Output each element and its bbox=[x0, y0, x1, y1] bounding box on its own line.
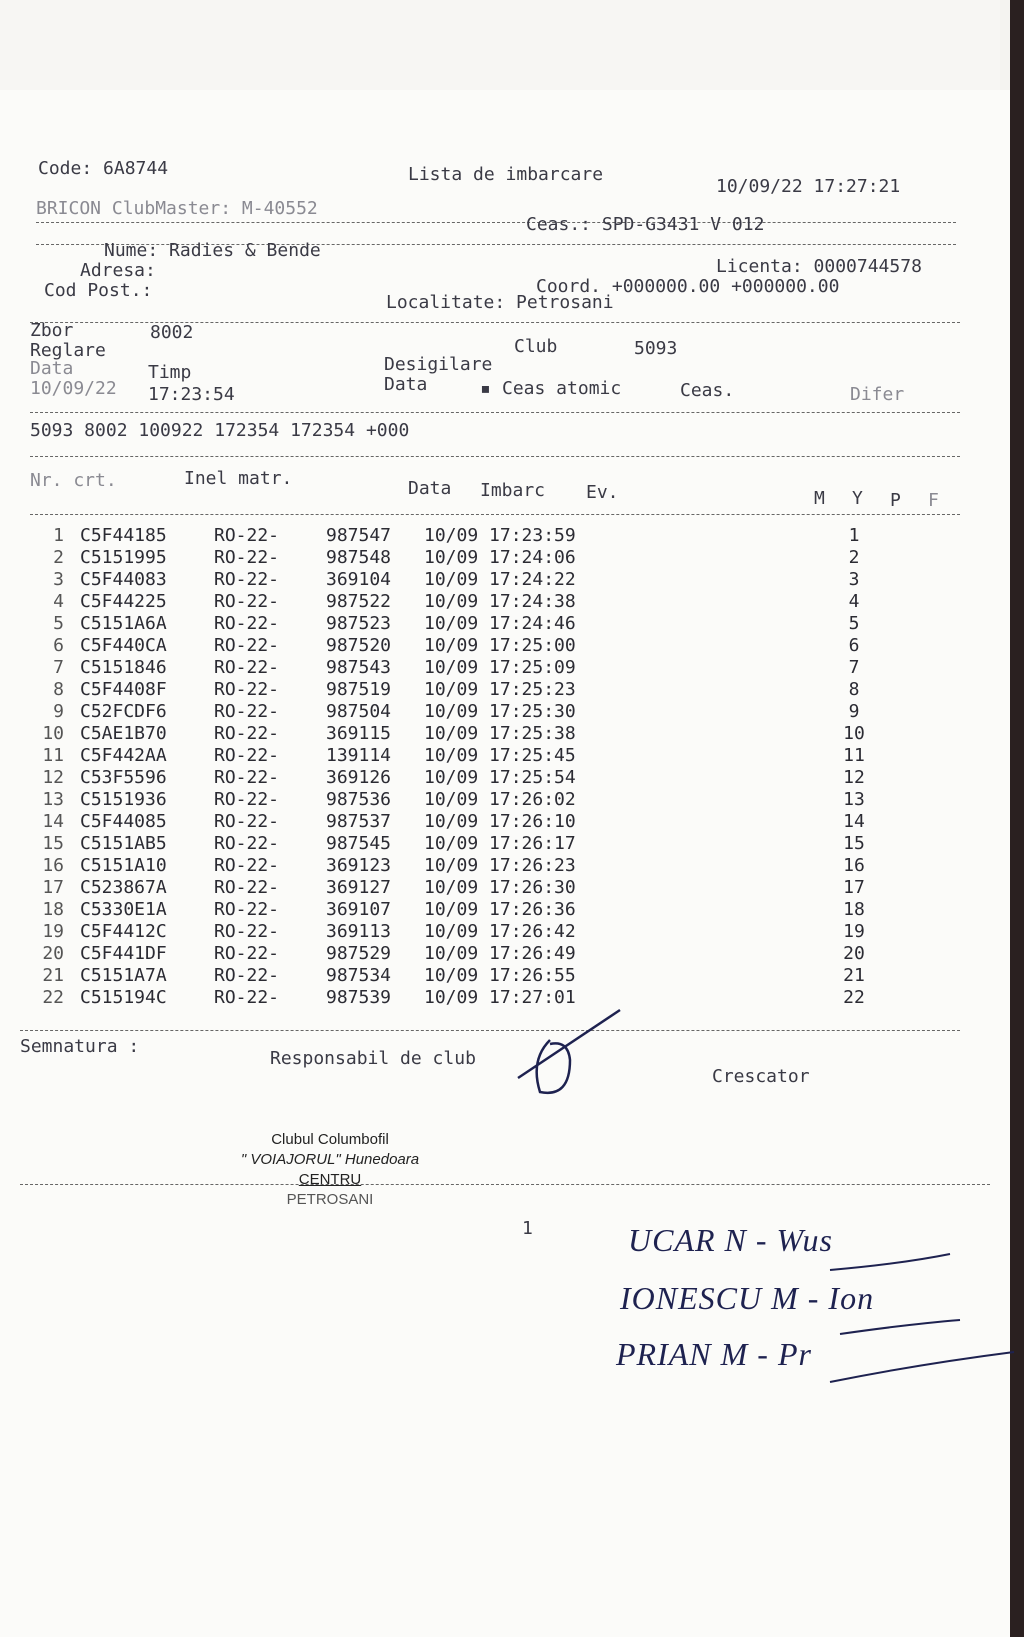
ring-prefix: RO-22- bbox=[214, 855, 280, 876]
ring-prefix: RO-22- bbox=[214, 965, 280, 986]
ring-code: C5151A10 bbox=[80, 855, 167, 876]
flight-number: 8002 bbox=[150, 322, 194, 343]
row-number: 17 bbox=[42, 877, 64, 898]
ring-prefix: RO-22- bbox=[214, 811, 280, 832]
ring-code: C5F4412C bbox=[80, 921, 167, 942]
basket-time: 10/09 17:27:01 bbox=[424, 987, 576, 1008]
ring-code: C5F44185 bbox=[80, 525, 167, 546]
ring-code: C5F44225 bbox=[80, 591, 167, 612]
basket-time: 10/09 17:24:38 bbox=[424, 591, 576, 612]
row-number: 1 bbox=[53, 525, 64, 546]
page-number: 1 bbox=[522, 1218, 533, 1239]
marker-icon: ▪ bbox=[480, 378, 491, 399]
basket-time: 10/09 17:25:30 bbox=[424, 701, 576, 722]
m-value: 14 bbox=[843, 811, 865, 832]
m-value: 1 bbox=[848, 525, 860, 546]
setting-label: Reglare bbox=[30, 340, 106, 361]
divider bbox=[36, 222, 956, 223]
basket-time: 10/09 17:24:46 bbox=[424, 613, 576, 634]
ring-code: C5151995 bbox=[80, 547, 167, 568]
m-value: 9 bbox=[848, 701, 860, 722]
column-header-date: Data bbox=[408, 478, 452, 499]
license-number: Licenta: 0000744578 bbox=[716, 256, 922, 277]
ring-code: C5F441DF bbox=[80, 943, 167, 964]
m-value: 4 bbox=[848, 591, 860, 612]
basket-time: 10/09 17:25:00 bbox=[424, 635, 576, 656]
ring-code: C5151846 bbox=[80, 657, 167, 678]
coordinates: Coord. +000000.00 +000000.00 bbox=[536, 276, 840, 297]
ring-code: C5151AB5 bbox=[80, 833, 167, 854]
ring-prefix: RO-22- bbox=[214, 613, 280, 634]
clock-label: Ceas. bbox=[680, 380, 735, 401]
club-responsible-label: Responsabil de club bbox=[270, 1048, 476, 1069]
setting-time-label: Timp bbox=[148, 362, 192, 383]
stamp-line-2: " VOIAJORUL" Hunedoara bbox=[240, 1151, 420, 1168]
row-number: 11 bbox=[42, 745, 64, 766]
ring-number: 987548 bbox=[326, 547, 392, 568]
m-value: 16 bbox=[843, 855, 865, 876]
row-number: 7 bbox=[53, 657, 64, 678]
ring-code: C5F440CA bbox=[80, 635, 167, 656]
row-number: 19 bbox=[42, 921, 64, 942]
document-title: Lista de imbarcare bbox=[408, 164, 604, 185]
basket-time: 10/09 17:26:10 bbox=[424, 811, 576, 832]
ring-prefix: RO-22- bbox=[214, 591, 280, 612]
club-stamp bbox=[190, 1130, 470, 1210]
ring-prefix: RO-22- bbox=[214, 525, 280, 546]
basket-time: 10/09 17:26:36 bbox=[424, 899, 576, 920]
basket-time: 10/09 17:26:02 bbox=[424, 789, 576, 810]
ring-prefix: RO-22- bbox=[214, 679, 280, 700]
row-number: 15 bbox=[42, 833, 64, 854]
row-number: 8 bbox=[53, 679, 64, 700]
address-label: Adresa: bbox=[80, 260, 156, 281]
row-number: 5 bbox=[53, 613, 64, 634]
ring-number: 987547 bbox=[326, 525, 392, 546]
locality: Localitate: Petrosani bbox=[386, 292, 614, 313]
basket-time: 10/09 17:25:23 bbox=[424, 679, 576, 700]
row-number: 3 bbox=[53, 569, 64, 590]
ring-number: 987504 bbox=[326, 701, 392, 722]
ring-number: 139114 bbox=[326, 745, 392, 766]
ring-number: 369113 bbox=[326, 921, 392, 942]
club-signature bbox=[510, 1000, 630, 1100]
row-number: 16 bbox=[42, 855, 64, 876]
m-value: 7 bbox=[848, 657, 860, 678]
ring-number: 987523 bbox=[326, 613, 392, 634]
column-header-ring: Inel matr. bbox=[184, 468, 293, 489]
difference-label: Difer bbox=[850, 384, 905, 405]
row-number: 6 bbox=[53, 635, 64, 656]
column-header-m: M bbox=[814, 488, 825, 509]
basket-time: 10/09 17:24:06 bbox=[424, 547, 576, 568]
ring-code: C5F442AA bbox=[80, 745, 167, 766]
ring-prefix: RO-22- bbox=[214, 657, 280, 678]
ring-code: C515194C bbox=[80, 987, 167, 1008]
row-number: 2 bbox=[53, 547, 64, 568]
ring-number: 369127 bbox=[326, 877, 392, 898]
owner-name: Nume: Radies & Bende bbox=[104, 240, 321, 261]
column-header-f: F bbox=[928, 490, 939, 511]
unsealing-label: Desigilare bbox=[384, 354, 493, 375]
handwritten-underlines bbox=[820, 1240, 1020, 1390]
ring-code: C5151936 bbox=[80, 789, 167, 810]
ring-prefix: RO-22- bbox=[214, 723, 280, 744]
signature-label: Semnatura : bbox=[20, 1036, 140, 1057]
back-sheet bbox=[0, 0, 1000, 101]
ring-prefix: RO-22- bbox=[214, 789, 280, 810]
ring-number: 987534 bbox=[326, 965, 392, 986]
divider bbox=[20, 1030, 960, 1031]
ring-prefix: RO-22- bbox=[214, 943, 280, 964]
atomic-clock-label: Ceas atomic bbox=[502, 378, 622, 399]
divider bbox=[20, 1184, 990, 1185]
basket-time: 10/09 17:25:09 bbox=[424, 657, 576, 678]
row-number: 18 bbox=[42, 899, 64, 920]
divider bbox=[30, 514, 960, 515]
ring-number: 369123 bbox=[326, 855, 392, 876]
ring-prefix: RO-22- bbox=[214, 899, 280, 920]
m-value: 17 bbox=[843, 877, 865, 898]
stamp-line-3: CENTRU bbox=[298, 1171, 362, 1188]
m-value: 13 bbox=[843, 789, 865, 810]
setting-time: 17:23:54 bbox=[148, 384, 235, 405]
stamp-line-4: PETROSANI bbox=[286, 1191, 374, 1208]
flight-label: Zbor bbox=[30, 320, 74, 341]
m-value: 20 bbox=[843, 943, 865, 964]
code-label: Code: 6A8744 bbox=[38, 158, 169, 179]
ring-prefix: RO-22- bbox=[214, 833, 280, 854]
basket-time: 10/09 17:25:38 bbox=[424, 723, 576, 744]
row-number: 14 bbox=[42, 811, 64, 832]
divider bbox=[30, 456, 960, 457]
ring-number: 369104 bbox=[326, 569, 392, 590]
ring-code: C5F44083 bbox=[80, 569, 167, 590]
ring-number: 987537 bbox=[326, 811, 392, 832]
unsealing-date-label: Data bbox=[384, 374, 428, 395]
m-value: 11 bbox=[843, 745, 865, 766]
ring-code: C5F44085 bbox=[80, 811, 167, 832]
ring-code: C5F4408F bbox=[80, 679, 167, 700]
column-header-basket: Imbarc bbox=[480, 480, 546, 501]
breeder-label: Crescator bbox=[712, 1066, 810, 1087]
ring-prefix: RO-22- bbox=[214, 921, 280, 942]
basket-time: 10/09 17:25:45 bbox=[424, 745, 576, 766]
m-value: 6 bbox=[848, 635, 860, 656]
postal-code-label: Cod Post.: bbox=[44, 280, 153, 301]
basket-time: 10/09 17:26:30 bbox=[424, 877, 576, 898]
ring-code: C5151A6A bbox=[80, 613, 167, 634]
ring-prefix: RO-22- bbox=[214, 877, 280, 898]
ring-code: C53F5596 bbox=[80, 767, 167, 788]
ring-code: C5330E1A bbox=[80, 899, 167, 920]
basket-time: 10/09 17:26:23 bbox=[424, 855, 576, 876]
ring-prefix: RO-22- bbox=[214, 569, 280, 590]
m-value: 3 bbox=[848, 569, 860, 590]
row-number: 20 bbox=[42, 943, 64, 964]
basket-time: 10/09 17:26:17 bbox=[424, 833, 576, 854]
column-header-y: Y bbox=[852, 488, 863, 509]
ring-prefix: RO-22- bbox=[214, 767, 280, 788]
ring-code: C5AE1B70 bbox=[80, 723, 167, 744]
row-number: 10 bbox=[42, 723, 64, 744]
divider bbox=[30, 412, 960, 413]
ring-prefix: RO-22- bbox=[214, 701, 280, 722]
m-value: 21 bbox=[843, 965, 865, 986]
setting-date-label: Data bbox=[30, 358, 74, 379]
ring-prefix: RO-22- bbox=[214, 547, 280, 568]
basket-time: 10/09 17:24:22 bbox=[424, 569, 576, 590]
club-number: 5093 bbox=[634, 338, 678, 359]
row-number: 4 bbox=[53, 591, 64, 612]
basket-time: 10/09 17:25:54 bbox=[424, 767, 576, 788]
row-number: 13 bbox=[42, 789, 64, 810]
ring-number: 987522 bbox=[326, 591, 392, 612]
ring-code: C52FCDF6 bbox=[80, 701, 167, 722]
column-header-nr: Nr. crt. bbox=[30, 470, 117, 491]
basket-time: 10/09 17:26:55 bbox=[424, 965, 576, 986]
m-value: 5 bbox=[848, 613, 860, 634]
ring-number: 987519 bbox=[326, 679, 392, 700]
row-number: 22 bbox=[42, 987, 64, 1008]
m-value: 2 bbox=[848, 547, 860, 568]
basket-time: 10/09 17:26:42 bbox=[424, 921, 576, 942]
m-value: 18 bbox=[843, 899, 865, 920]
row-number: 12 bbox=[42, 767, 64, 788]
ring-prefix: RO-22- bbox=[214, 987, 280, 1008]
system-id: BRICON ClubMaster: M-40552 bbox=[36, 198, 318, 219]
row-number: 9 bbox=[53, 701, 64, 722]
ring-number: 369126 bbox=[326, 767, 392, 788]
basket-time: 10/09 17:23:59 bbox=[424, 525, 576, 546]
handwritten-line-3: PRIAN M - Pr bbox=[616, 1336, 812, 1372]
page-edge bbox=[1010, 0, 1024, 1637]
ring-number: 987539 bbox=[326, 987, 392, 1008]
ring-number: 987520 bbox=[326, 635, 392, 656]
basket-time: 10/09 17:26:49 bbox=[424, 943, 576, 964]
m-value: 10 bbox=[843, 723, 865, 744]
ring-number: 369107 bbox=[326, 899, 392, 920]
row-number: 21 bbox=[42, 965, 64, 986]
m-value: 12 bbox=[843, 767, 865, 788]
ring-number: 987536 bbox=[326, 789, 392, 810]
clock-id: Ceas.: SPD-G3431 V 012 bbox=[526, 214, 765, 235]
handwritten-line-1: UCAR N - Wus bbox=[628, 1222, 833, 1258]
setting-date: 10/09/22 bbox=[30, 378, 117, 399]
stamp-line-1: Clubul Columbofil bbox=[271, 1131, 389, 1148]
m-value: 19 bbox=[843, 921, 865, 942]
handwritten-line-2: IONESCU M - Ion bbox=[620, 1280, 875, 1316]
m-value: 22 bbox=[843, 987, 865, 1008]
summary-line: 5093 8002 100922 172354 172354 +000 bbox=[30, 420, 410, 441]
m-value: 8 bbox=[848, 679, 860, 700]
column-header-p: P bbox=[890, 490, 901, 511]
ring-prefix: RO-22- bbox=[214, 635, 280, 656]
ring-number: 987543 bbox=[326, 657, 392, 678]
club-label: Club bbox=[514, 336, 558, 357]
ring-number: 987545 bbox=[326, 833, 392, 854]
ring-prefix: RO-22- bbox=[214, 745, 280, 766]
ring-code: C523867A bbox=[80, 877, 167, 898]
column-header-event: Ev. bbox=[586, 482, 619, 503]
ring-code: C5151A7A bbox=[80, 965, 167, 986]
ring-number: 369115 bbox=[326, 723, 392, 744]
ring-number: 987529 bbox=[326, 943, 392, 964]
print-datetime: 10/09/22 17:27:21 bbox=[716, 176, 901, 197]
m-value: 15 bbox=[843, 833, 865, 854]
